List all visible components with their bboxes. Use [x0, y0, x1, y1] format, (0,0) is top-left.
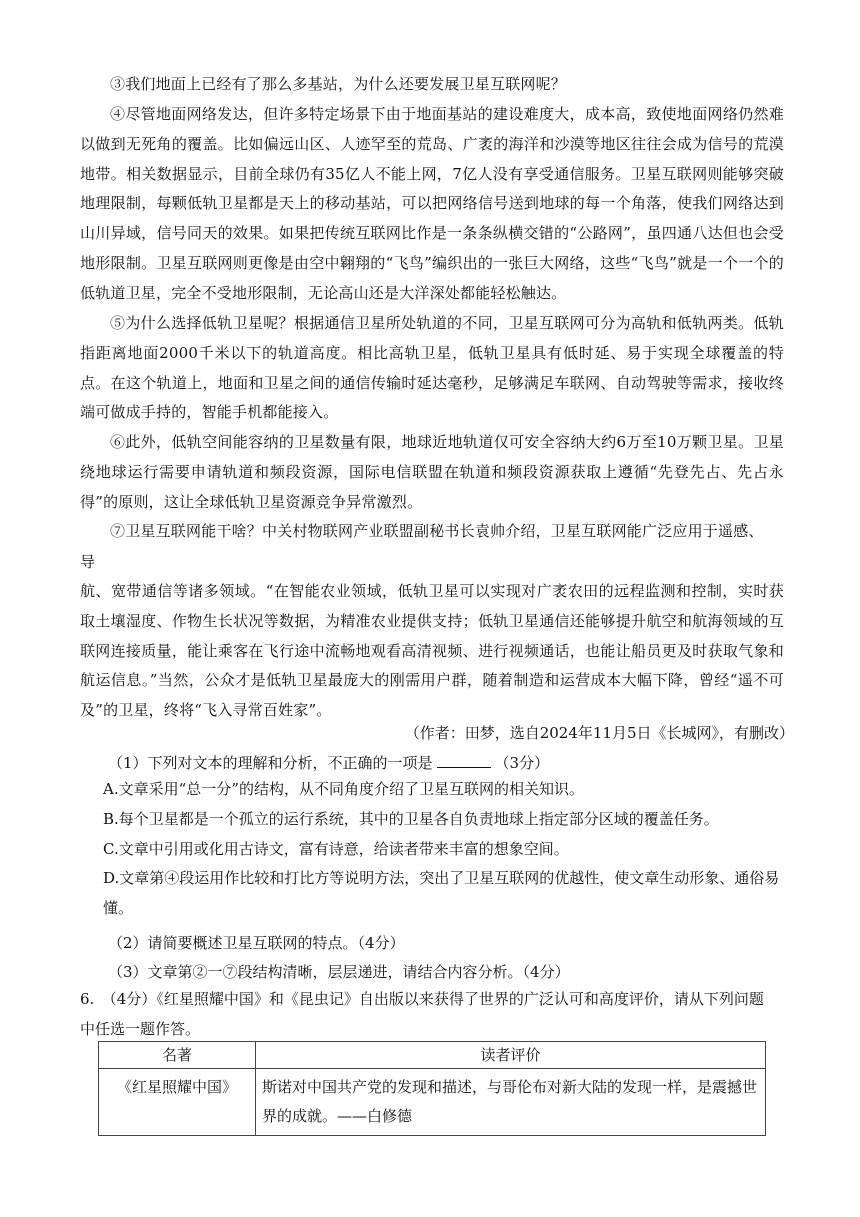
option-d: D.文章第④段运用作比较和打比方等说明方法，突出了卫星互联网的优越性，使文章生动形象、通俗易懂。	[103, 869, 780, 917]
option-a: A.文章采用“总一分”的结构，从不同角度介绍了卫星互联网的相关知识。	[103, 780, 584, 798]
paragraph-6: ⑥此外，低轨空间能容纳的卫星数量有限，地球近地轨道仅可安全容纳大约6万至10万颗卫星。卫星绕地球运行需要申请轨道和频段资源，国际电信联盟在轨道和频段资源获取上遵循“先登先占、先占永得”的原则，这让全球低轨卫星资源竞争异常激烈。	[80, 433, 784, 511]
table-header-cell: 读者评价	[256, 1042, 766, 1069]
table-row	[99, 1069, 766, 1136]
question-2: （2）请简要概述卫星互联网的特点。（4分）	[108, 934, 405, 952]
table-cell-review: 斯诺对中国共产党的发现和描述，与哥伦布对新大陆的发现一样，是震撼世界的成就。——白修德	[256, 1069, 766, 1136]
paragraph-4: ④尽管地面网络发达，但许多特定场景下由于地面基站的建设难度大，成本高，致使地面网络仍然难以做到无死角的覆盖。比如偏远山区、人迹罕至的荒岛、广袤的海洋和沙漠等地区往往会成为信号的荒漠地带。相关数据显示，目前全球仍有35亿人不能上网，7亿人没有享受通信服务。卫星互联网则能够突破地理限制，每颗低轨卫星都是天上的移动基站，可以把网络信号送到地球的每一个角落，使我们网络达到山川异域，信号同天的效果。如果把传统互联网比作是一条条纵横交错的“公路网”，虽四通八达但也会受地形限制。卫星互联网则更像是由空中翱翔的“飞鸟”编织出的一张巨大网络，这些“飞鸟”就是一个一个的低轨道卫星，完全不受地形限制，无论高山还是大洋深处都能轻松触达。	[80, 105, 784, 302]
question-1	[108, 752, 549, 774]
paragraph-7-break: 导	[80, 553, 96, 571]
option-b: B.每个卫星都是一个孤立的运行系统，其中的卫星各自负责地球上指定部分区域的覆盖任务。	[103, 810, 719, 828]
paragraph-5: ⑤为什么选择低轨卫星呢？根据通信卫星所处轨道的不同，卫星互联网可分为高轨和低轨两类。低轨指距离地面2000千米以下的轨道高度。相比高轨卫星，低轨卫星具有低时延、易于实现全球覆盖的特点。在这个轨道上，地面和卫星之间的通信传输时延达毫秒，足够满足车联网、自动驾驶等需求，接收终端可做成手持的，智能手机都能接入。	[80, 314, 784, 422]
question-3: （3）文章第②一⑦段结构清晰，层层递进，请结合内容分析。（4分）	[108, 963, 570, 981]
question-1-points: （3分）	[494, 754, 550, 772]
table-cell-book: 《红星照耀中国》	[99, 1069, 256, 1136]
question-6: 6. （4分）《红星照耀中国》和《昆虫记》自出版以来获得了世界的广泛认可和高度评价，请从下列问题中任选一题作答。	[80, 990, 764, 1038]
paragraph-7-start: ⑦卫星互联网能干啥？中关村物联网产业联盟副秘书长袁帅介绍，卫星互联网能广泛应用于遥感、	[110, 522, 764, 540]
reviews-table	[98, 1041, 766, 1136]
option-c: C.文章中引用或化用古诗文，富有诗意，给读者带来丰富的想象空间。	[103, 840, 569, 858]
source-citation: （作者：田梦，选自2024年11月5日《长城网》，有删改）	[404, 724, 794, 742]
answer-blank	[437, 755, 491, 768]
paragraph-3: ③我们地面上已经有了那么多基站，为什么还要发展卫星互联网呢？	[110, 75, 567, 93]
table-header-row	[99, 1042, 766, 1069]
question-1-text: （1）下列对文本的理解和分析，不正确的一项是	[108, 754, 433, 772]
paragraph-7-body: 航、宽带通信等诸多领域。“在智能农业领域，低轨卫星可以实现对广袤农田的远程监测和控制，实时获取土壤湿度、作物生长状况等数据，为精准农业提供支持；低轨卫星通信还能够提升航空和航海领域的互联网连接质量，能让乘客在飞行途中流畅地观看高清视频、进行视频通话，也能让船员更及时获取气象和航运信息。”当然，公众才是低轨卫星最庞大的刚需用户群，随着制造和运营成本大幅下降，曾经“遥不可及”的卫星，终将“飞入寻常百姓家”。	[80, 582, 784, 720]
table-header-cell: 名著	[99, 1042, 256, 1069]
